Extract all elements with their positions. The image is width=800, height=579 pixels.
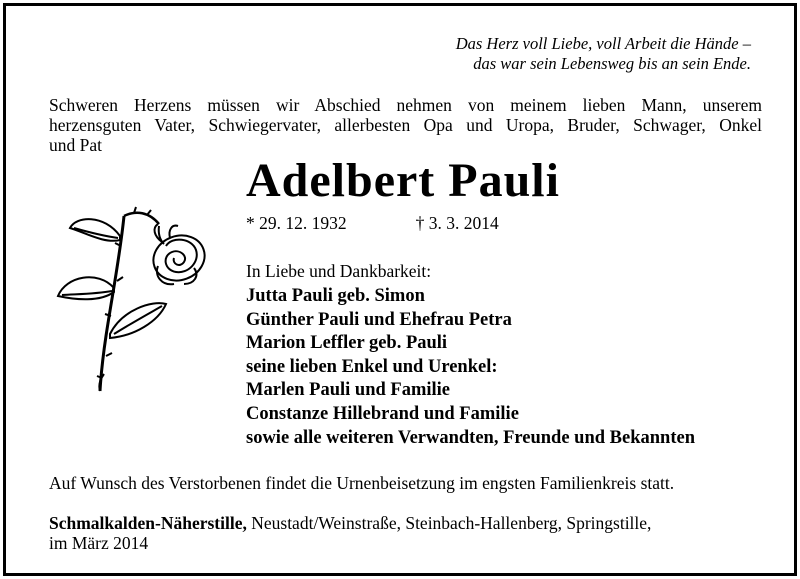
burial-notice: Auf Wunsch des Verstorbenen findet die Urnenbeisetzung im engsten Familienkreis statt. — [49, 473, 675, 493]
intro-line-2: herzensguten Vater, Schwiegervater, allerbesten Opa und Uropa, Bruder, Schwager, Onkel — [49, 115, 762, 135]
place-primary: Schmalkalden-Näherstille, — [49, 513, 247, 533]
deceased-name: Adelbert Pauli — [246, 154, 560, 207]
mourner-name: Marlen Pauli und Familie — [246, 380, 451, 401]
death-date: † 3. 3. 2014 — [415, 213, 499, 233]
motto-line-1: Das Herz voll Liebe, voll Arbeit die Hände – — [455, 34, 751, 53]
mourner-name: Jutta Pauli geb. Simon — [246, 286, 425, 306]
mourners-intro: In Liebe und Dankbarkeit: — [246, 261, 432, 281]
notice-date: im März 2014 — [49, 533, 149, 553]
motto-line-2: das war sein Lebensweg bis an sein Ende. — [473, 54, 751, 73]
mourner-name: Marion Leffler geb. Pauli — [246, 333, 448, 354]
intro-line-1: Schweren Herzens müssen wir Abschied nehmen von meinem lieben Mann, unserem — [49, 95, 762, 115]
place-others: Neustadt/Weinstraße, Steinbach-Hallenberg, Springstille, — [246, 513, 652, 533]
life-dates — [246, 212, 499, 234]
mourner-name: seine lieben Enkel und Urenkel: — [246, 356, 498, 377]
intro-text — [49, 95, 762, 155]
birth-date: * 29. 12. 1932 — [246, 213, 347, 233]
motto-quote — [456, 34, 751, 74]
obituary-frame — [3, 3, 797, 576]
place-and-date — [49, 513, 729, 553]
mourner-name: Günther Pauli und Ehefrau Petra — [246, 309, 512, 330]
rose-drawing-icon — [54, 206, 224, 396]
mourners-list — [246, 285, 695, 450]
mourner-name: sowie alle weiteren Verwandten, Freunde und Bekannten — [246, 427, 695, 448]
intro-line-3: und Pat — [49, 135, 102, 155]
mourner-name: Constanze Hillebrand und Familie — [246, 403, 519, 424]
